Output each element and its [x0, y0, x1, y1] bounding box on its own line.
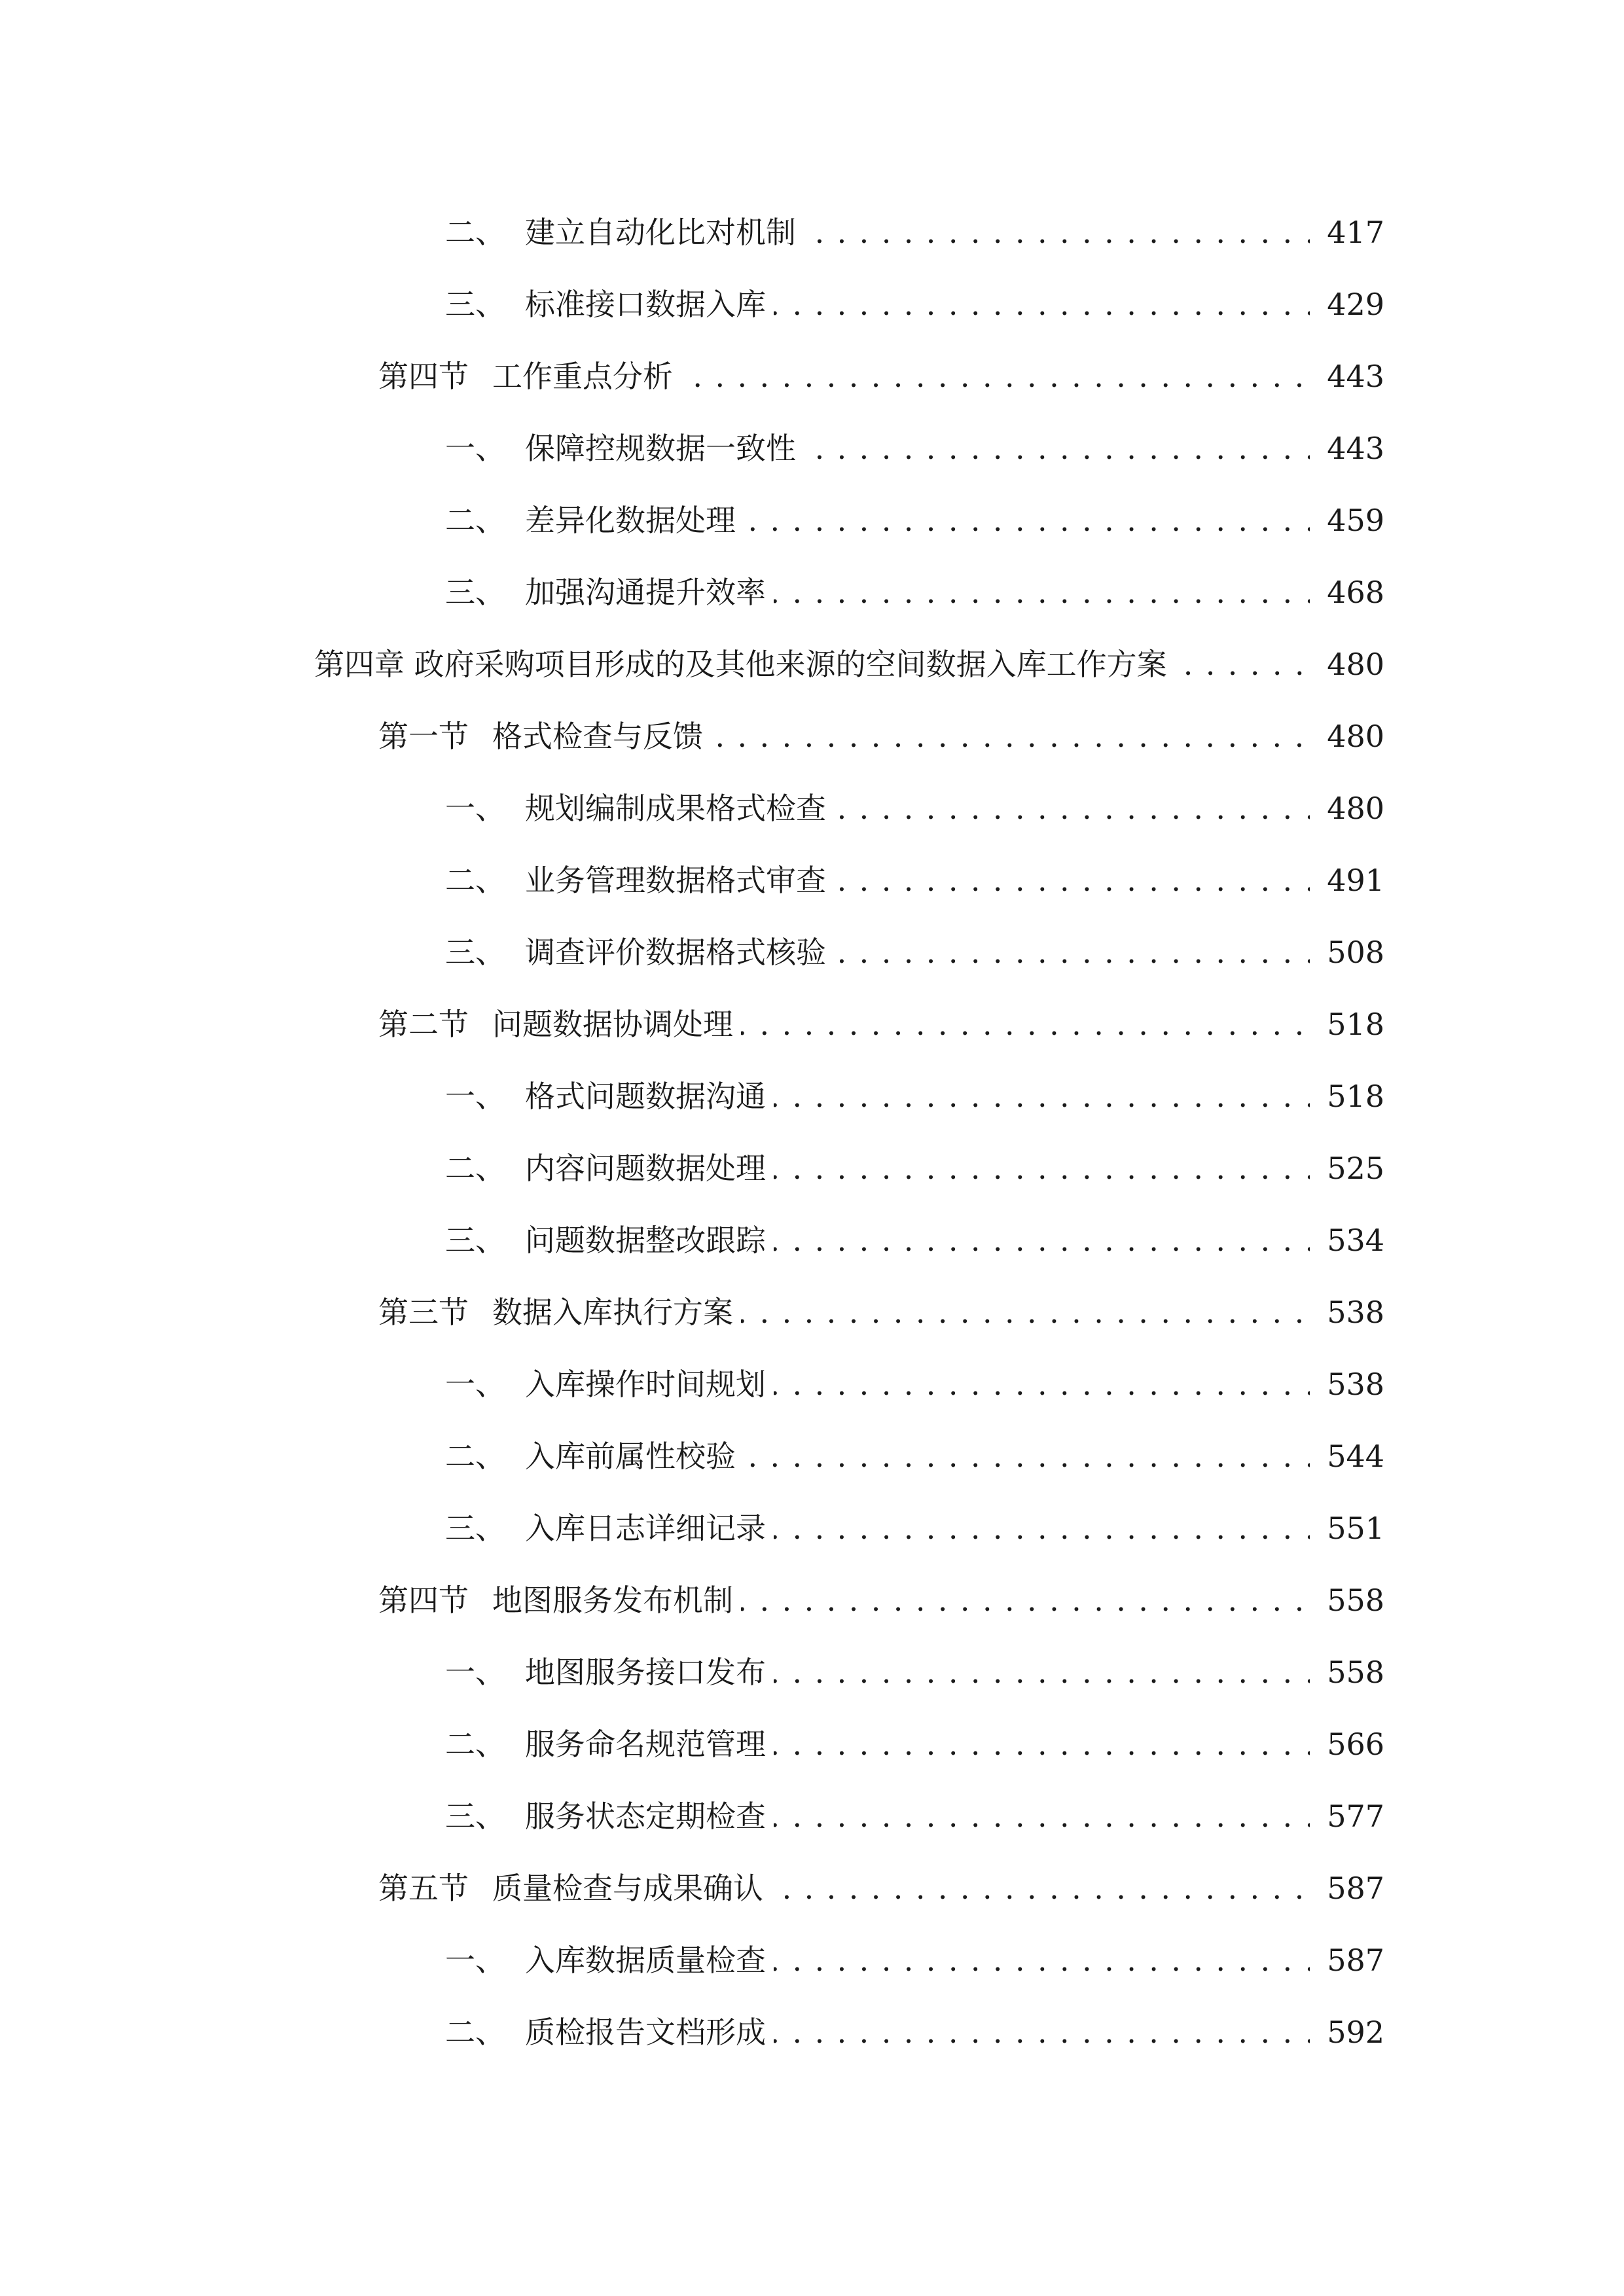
toc-entry-page: 480	[1327, 791, 1384, 826]
toc-entry-number: 一、	[445, 1079, 505, 1114]
toc-entry-page: 525	[1327, 1151, 1384, 1186]
toc-entry-number: 二、	[445, 215, 505, 250]
toc-entry-number: 第五节	[378, 1871, 469, 1906]
toc-entry-page: 566	[1327, 1727, 1384, 1762]
toc-entry-title: 问题数据整改跟踪 . . .	[525, 1204, 1310, 1276]
toc-entry-title: 建立自动化比对机制 . . .	[525, 196, 1310, 268]
toc-entry[interactable]	[0, 916, 1624, 988]
toc-entry-title: 第四章 政府采购项目形成的及其他来源的空间数据入库工作方案 . . .	[314, 628, 1310, 700]
toc-entry[interactable]	[0, 1852, 1624, 1924]
toc-entry-title: 内容问题数据处理 . . .	[525, 1132, 1310, 1204]
toc-entry-page: 544	[1327, 1439, 1384, 1474]
toc-entry-number: 一、	[445, 1943, 505, 1978]
toc-entry-number: 二、	[445, 2015, 505, 2050]
toc-entry-number: 二、	[445, 1439, 505, 1474]
toc-entry-page: 558	[1327, 1655, 1384, 1690]
toc-entry-page: 538	[1327, 1295, 1384, 1330]
toc-entry[interactable]	[0, 1636, 1624, 1708]
toc-entry-page: 443	[1327, 359, 1384, 394]
toc-entry-title: 数据入库执行方案 . . .	[492, 1276, 1310, 1348]
toc-entry-number: 一、	[445, 791, 505, 826]
toc-entry-page: 518	[1327, 1079, 1384, 1114]
toc-entry-page: 468	[1327, 575, 1384, 610]
table-of-contents	[0, 196, 1624, 2068]
toc-entry-number: 一、	[445, 431, 505, 466]
toc-entry-number: 第三节	[378, 1295, 469, 1330]
toc-entry-page: 508	[1327, 935, 1384, 970]
toc-entry-number: 三、	[445, 935, 505, 970]
toc-entry-title: 工作重点分析 . . .	[492, 340, 1310, 412]
toc-entry-page: 480	[1327, 647, 1384, 682]
toc-entry-number: 一、	[445, 1367, 505, 1402]
toc-entry-title: 入库日志详细记录 . . .	[525, 1492, 1310, 1564]
toc-entry[interactable]	[0, 1924, 1624, 1996]
toc-entry[interactable]	[0, 412, 1624, 484]
toc-entry-page: 587	[1327, 1871, 1384, 1906]
toc-entry-number: 第四节	[378, 1583, 469, 1618]
toc-entry-title: 保障控规数据一致性 . . .	[525, 412, 1310, 484]
toc-entry-page: 558	[1327, 1583, 1384, 1618]
toc-entry-title: 服务状态定期检查 . . .	[525, 1780, 1310, 1852]
toc-entry-title: 地图服务发布机制 . . .	[492, 1564, 1310, 1636]
toc-entry[interactable]	[0, 1060, 1624, 1132]
toc-entry-title: 格式检查与反馈 . . .	[492, 700, 1310, 772]
toc-entry-number: 三、	[445, 1799, 505, 1834]
toc-entry-title: 入库数据质量检查 . . .	[525, 1924, 1310, 1996]
toc-entry-page: 538	[1327, 1367, 1384, 1402]
toc-entry[interactable]	[0, 988, 1624, 1060]
toc-entry-page: 534	[1327, 1223, 1384, 1258]
toc-entry-title: 质检报告文档形成 . . .	[525, 1996, 1310, 2068]
toc-entry-page: 459	[1327, 503, 1384, 538]
toc-entry-number: 三、	[445, 1223, 505, 1258]
toc-entry-title: 地图服务接口发布 . . .	[525, 1636, 1310, 1708]
toc-entry-page: 480	[1327, 719, 1384, 754]
toc-entry[interactable]	[0, 1996, 1624, 2068]
toc-entry-number: 三、	[445, 1511, 505, 1546]
toc-entry[interactable]	[0, 700, 1624, 772]
toc-entry[interactable]	[0, 1204, 1624, 1276]
toc-entry-page: 577	[1327, 1799, 1384, 1834]
toc-entry-page: 592	[1327, 2015, 1384, 2050]
toc-entry-number: 第四节	[378, 359, 469, 394]
toc-entry[interactable]	[0, 1420, 1624, 1492]
toc-entry-title: 加强沟通提升效率 . . .	[525, 556, 1310, 628]
toc-entry[interactable]	[0, 628, 1624, 700]
toc-entry[interactable]	[0, 484, 1624, 556]
toc-entry-title: 格式问题数据沟通 . . .	[525, 1060, 1310, 1132]
toc-entry-title: 服务命名规范管理 . . .	[525, 1708, 1310, 1780]
toc-entry[interactable]	[0, 844, 1624, 916]
toc-entry-title: 问题数据协调处理 . . .	[492, 988, 1310, 1060]
toc-entry-number: 二、	[445, 1151, 505, 1186]
toc-entry[interactable]	[0, 1708, 1624, 1780]
toc-entry-title: 入库操作时间规划 . . .	[525, 1348, 1310, 1420]
toc-entry-title: 差异化数据处理 . . .	[525, 484, 1310, 556]
toc-entry-number: 二、	[445, 1727, 505, 1762]
toc-entry[interactable]	[0, 1276, 1624, 1348]
toc-entry[interactable]	[0, 772, 1624, 844]
toc-entry[interactable]	[0, 1492, 1624, 1564]
toc-entry-page: 417	[1327, 215, 1384, 250]
toc-entry-number: 三、	[445, 575, 505, 610]
toc-entry-number: 第二节	[378, 1007, 469, 1042]
toc-entry-number: 二、	[445, 503, 505, 538]
toc-entry-title: 入库前属性校验 . . .	[525, 1420, 1310, 1492]
toc-entry-title: 调查评价数据格式核验 . . .	[525, 916, 1310, 988]
toc-entry-title: 规划编制成果格式检查 . . .	[525, 772, 1310, 844]
toc-entry-number: 第一节	[378, 719, 469, 754]
toc-entry-number: 二、	[445, 863, 505, 898]
toc-entry[interactable]	[0, 1780, 1624, 1852]
toc-entry-number: 一、	[445, 1655, 505, 1690]
toc-entry[interactable]	[0, 196, 1624, 268]
toc-entry-page: 443	[1327, 431, 1384, 466]
toc-entry-title: 业务管理数据格式审查 . . .	[525, 844, 1310, 916]
toc-entry-page: 551	[1327, 1511, 1384, 1546]
toc-entry-title: 质量检查与成果确认 . . .	[492, 1852, 1310, 1924]
toc-entry-page: 429	[1327, 287, 1384, 322]
toc-entry-page: 491	[1327, 863, 1384, 898]
toc-entry-number: 三、	[445, 287, 505, 322]
toc-entry[interactable]	[0, 268, 1624, 340]
toc-entry-title: 标准接口数据入库 . . .	[525, 268, 1310, 340]
toc-entry[interactable]	[0, 340, 1624, 412]
toc-entry[interactable]	[0, 1348, 1624, 1420]
toc-entry-page: 587	[1327, 1943, 1384, 1978]
toc-entry[interactable]	[0, 1132, 1624, 1204]
toc-entry[interactable]	[0, 1564, 1624, 1636]
toc-entry-page: 518	[1327, 1007, 1384, 1042]
toc-entry[interactable]	[0, 556, 1624, 628]
